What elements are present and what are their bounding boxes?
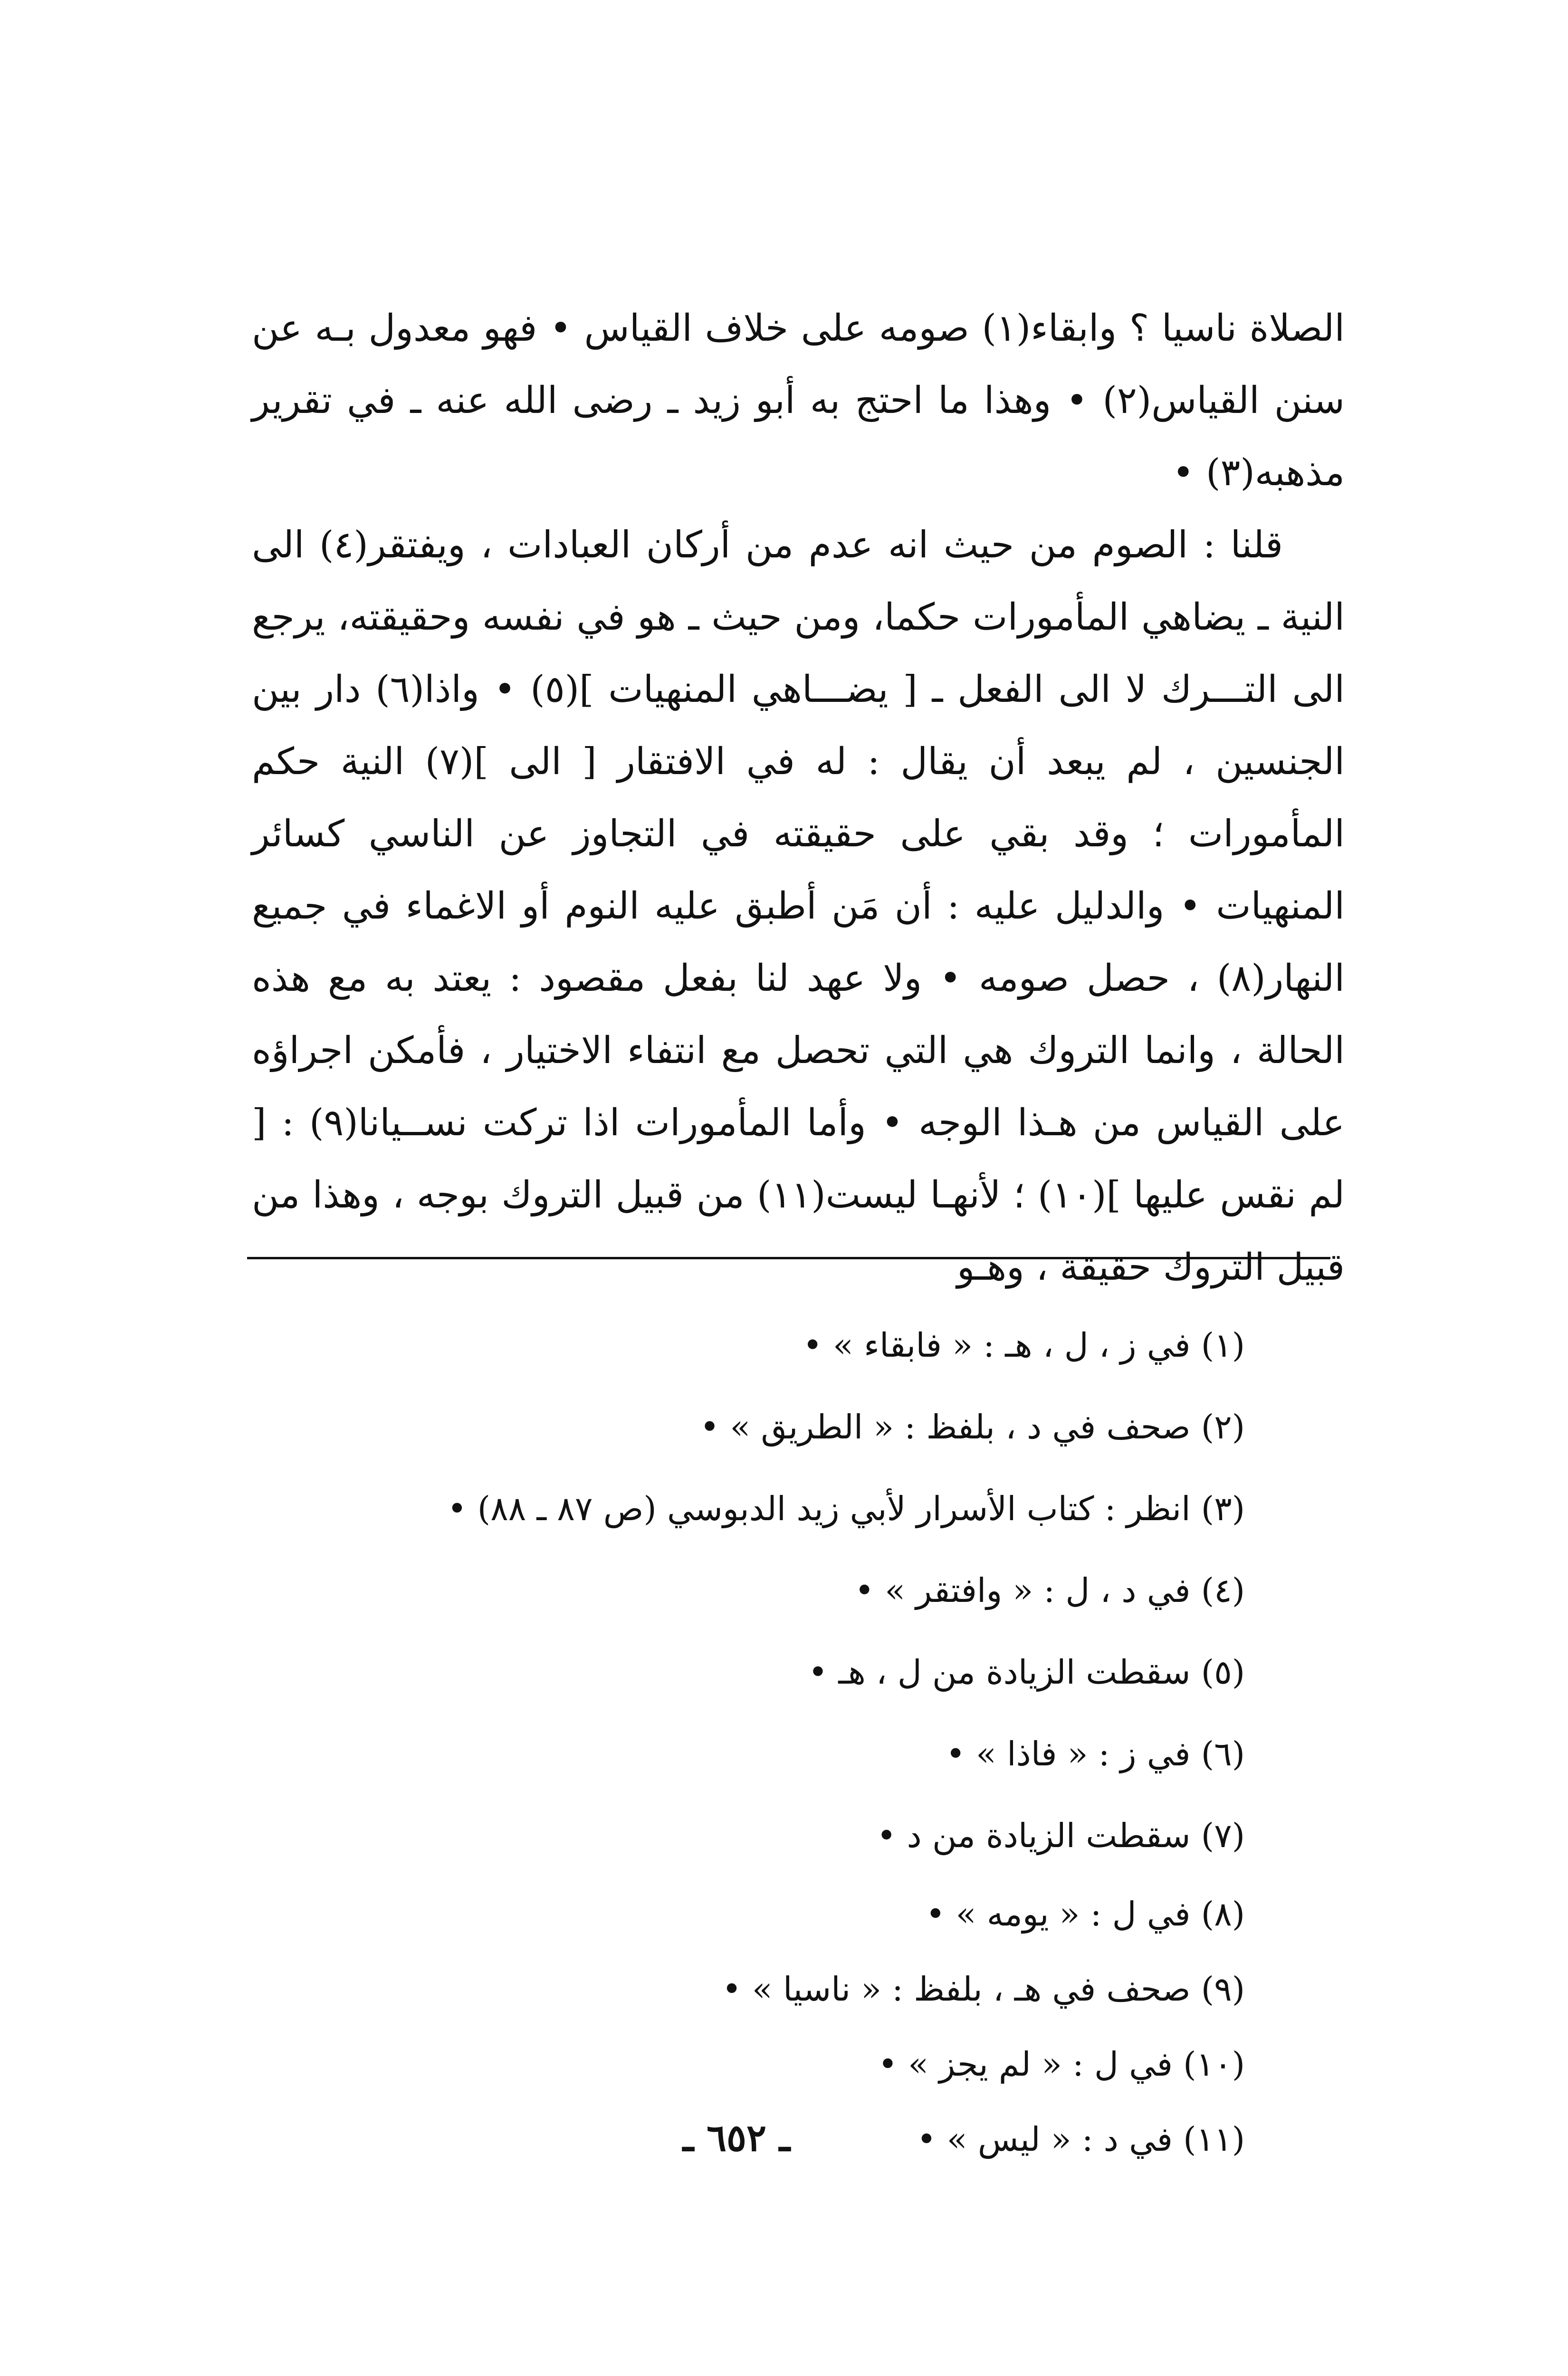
paragraph-1: الصلاة ناسيا ؟ وابقاء(١) صومه على خلاف القياس • فهو معدول بـه عن سنن القياس(٢) • وهذا ما احتج به أبو زيد ـ رضى الله عنه ـ في تقرير مذهبه(٣) •	[252, 307, 1345, 494]
footnote-item: (٥) سقطت الزيادة من ل ، هـ •	[808, 1653, 1245, 1692]
footnote-item: (٧) سقطت الزيادة من د •	[876, 1816, 1245, 1855]
main-text	[252, 292, 1345, 1303]
footnote-item: (٩) صحف في هـ ، بلفظ : « ناسيا » •	[722, 1970, 1245, 2009]
page-number: ـ ٦٥٢ ـ	[683, 2117, 790, 2160]
footnote-item: (٤) في د ، ل : « وافتقر » •	[854, 1571, 1245, 1610]
footnote-item: (٦) في ز : « فاذا » •	[946, 1734, 1245, 1773]
footnote-item: (١) في ز ، ل ، هـ : « فابقاء » •	[803, 1326, 1245, 1365]
footnote-separator	[247, 1257, 1330, 1259]
footnote-item: (١٠) في ل : « لم يجز » •	[878, 2045, 1245, 2084]
footnotes-list	[266, 1304, 1245, 2177]
footnote-item: (٣) انظر : كتاب الأسرار لأبي زيد الدبوسي (ص ٨٧ ـ ٨٨) •	[447, 1489, 1245, 1528]
footnote-item: (٨) في ل : « يومه » •	[926, 1895, 1245, 1934]
footnote-item: (٢) صحف في د ، بلفظ : « الطريق » •	[699, 1408, 1245, 1447]
paragraph-2: قلنا : الصوم من حيث انه عدم من أركان العبادات ، ويفتقر(٤) الى النية ـ يضاهي المأمورات حكما، ومن حيث ـ هو في نفسه وحقيقته، يرجع الى التـــرك لا الى الفعل ـ [ يضـــاهي المنهيات ](٥) • واذا(٦) دار بين الجنسين ، لم يبعد أن يقال : له في الافتقار [ الى ](٧) النية حكم المأمورات ؛ وقد بقي على حقيقته في التجاوز عن الناسي كسائر المنهيات • والدليل عليه : أن مَن أطبق عليه النوم أو الاغماء في جميع النهار(٨) ، حصل صومه • ولا عهد لنا بفعل مقصود : يعتد به مع هذه الحالة ، وانما التروك هي التي تحصل مع انتفاء الاختيار ، فأمكن اجراؤه على القياس من هـذا الوجه • وأما المأمورات اذا تركت نســيانا(٩) : [ لم نقس عليها ](١٠) ؛ لأنهـا ليست(١١) من قبيل التروك بوجه ، وهذا من قبيل التروك حقيقة ، وهـو	[252, 524, 1345, 1289]
footnote-item: (١١) في د : « ليس » •	[917, 2120, 1245, 2159]
